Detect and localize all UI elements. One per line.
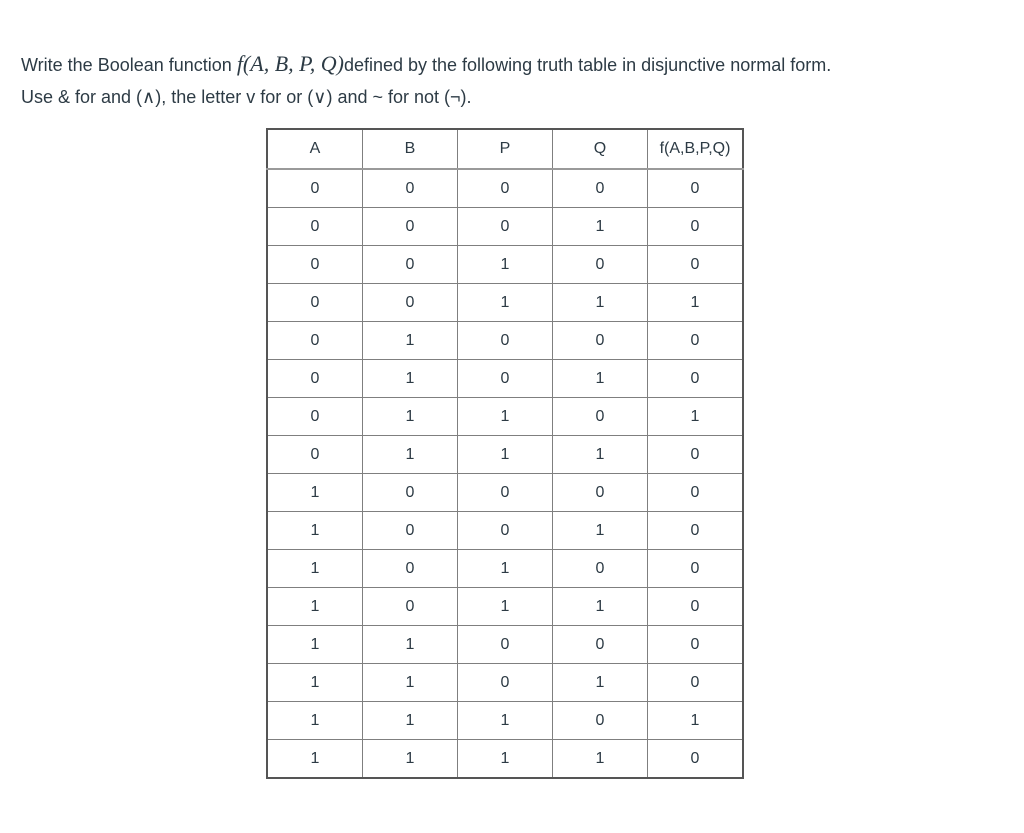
header-b: B [363,129,458,169]
cell-b: 0 [363,474,458,512]
header-a: A [267,129,363,169]
table-body [267,169,743,778]
cell-a: 0 [267,360,363,398]
question-text [21,48,1001,113]
cell-p: 0 [458,169,553,208]
function-expression: f(A, B, P, Q) [236,51,344,76]
cell-f: 0 [648,360,744,398]
question-line-1 [21,48,1001,81]
cell-q: 1 [553,208,648,246]
cell-b: 1 [363,322,458,360]
cell-f: 0 [648,436,744,474]
cell-f: 0 [648,208,744,246]
truth-table [266,128,744,779]
cell-p: 1 [458,550,553,588]
cell-a: 0 [267,169,363,208]
cell-f: 0 [648,169,744,208]
table-row [267,588,743,626]
question-suffix: defined by the following truth table in disjunctive normal form. [343,55,832,75]
header-q: Q [553,129,648,169]
cell-p: 0 [458,474,553,512]
cell-a: 0 [267,246,363,284]
cell-p: 0 [458,626,553,664]
cell-a: 1 [267,588,363,626]
table-row [267,664,743,702]
cell-q: 1 [553,740,648,779]
cell-a: 1 [267,626,363,664]
cell-a: 1 [267,740,363,779]
cell-q: 0 [553,169,648,208]
cell-p: 1 [458,588,553,626]
cell-b: 1 [363,740,458,779]
cell-q: 0 [553,702,648,740]
table-row [267,626,743,664]
cell-f: 0 [648,626,744,664]
cell-f: 1 [648,702,744,740]
cell-q: 0 [553,322,648,360]
cell-a: 0 [267,284,363,322]
cell-b: 1 [363,626,458,664]
cell-q: 1 [553,284,648,322]
cell-b: 0 [363,169,458,208]
table-row [267,169,743,208]
cell-p: 1 [458,246,553,284]
table-row [267,550,743,588]
cell-b: 0 [363,208,458,246]
cell-b: 1 [363,360,458,398]
cell-f: 0 [648,474,744,512]
table-row [267,398,743,436]
cell-a: 0 [267,398,363,436]
cell-b: 1 [363,436,458,474]
table-row [267,246,743,284]
cell-p: 1 [458,740,553,779]
cell-p: 0 [458,208,553,246]
question-prefix: Write the Boolean function [21,55,237,75]
table-row [267,360,743,398]
cell-f: 0 [648,740,744,779]
cell-q: 0 [553,550,648,588]
cell-q: 1 [553,512,648,550]
cell-b: 0 [363,246,458,284]
cell-f: 1 [648,398,744,436]
cell-q: 0 [553,626,648,664]
cell-p: 1 [458,284,553,322]
cell-b: 0 [363,284,458,322]
table-row [267,474,743,512]
cell-f: 0 [648,512,744,550]
cell-a: 1 [267,550,363,588]
cell-a: 1 [267,664,363,702]
table-row [267,740,743,779]
cell-q: 1 [553,360,648,398]
cell-f: 1 [648,284,744,322]
cell-a: 1 [267,474,363,512]
cell-f: 0 [648,588,744,626]
cell-f: 0 [648,550,744,588]
cell-p: 0 [458,664,553,702]
cell-b: 0 [363,512,458,550]
cell-q: 0 [553,398,648,436]
header-f: f(A,B,P,Q) [648,129,744,169]
cell-f: 0 [648,246,744,284]
cell-a: 0 [267,322,363,360]
question-line-2: Use & for and (∧), the letter v for or (∨) and ~ for not (¬). [21,87,472,107]
cell-f: 0 [648,322,744,360]
cell-p: 1 [458,398,553,436]
table-row [267,702,743,740]
cell-a: 0 [267,436,363,474]
cell-a: 0 [267,208,363,246]
cell-q: 1 [553,436,648,474]
cell-b: 0 [363,550,458,588]
table-row [267,208,743,246]
cell-a: 1 [267,512,363,550]
table-row [267,284,743,322]
cell-p: 0 [458,322,553,360]
cell-b: 1 [363,664,458,702]
cell-q: 0 [553,246,648,284]
cell-p: 0 [458,512,553,550]
table-row [267,322,743,360]
cell-p: 1 [458,702,553,740]
header-p: P [458,129,553,169]
cell-p: 1 [458,436,553,474]
cell-b: 0 [363,588,458,626]
cell-q: 0 [553,474,648,512]
cell-b: 1 [363,398,458,436]
table-row [267,512,743,550]
table-header-row [267,129,743,169]
cell-b: 1 [363,702,458,740]
table-row [267,436,743,474]
cell-q: 1 [553,588,648,626]
cell-a: 1 [267,702,363,740]
cell-p: 0 [458,360,553,398]
cell-f: 0 [648,664,744,702]
cell-q: 1 [553,664,648,702]
